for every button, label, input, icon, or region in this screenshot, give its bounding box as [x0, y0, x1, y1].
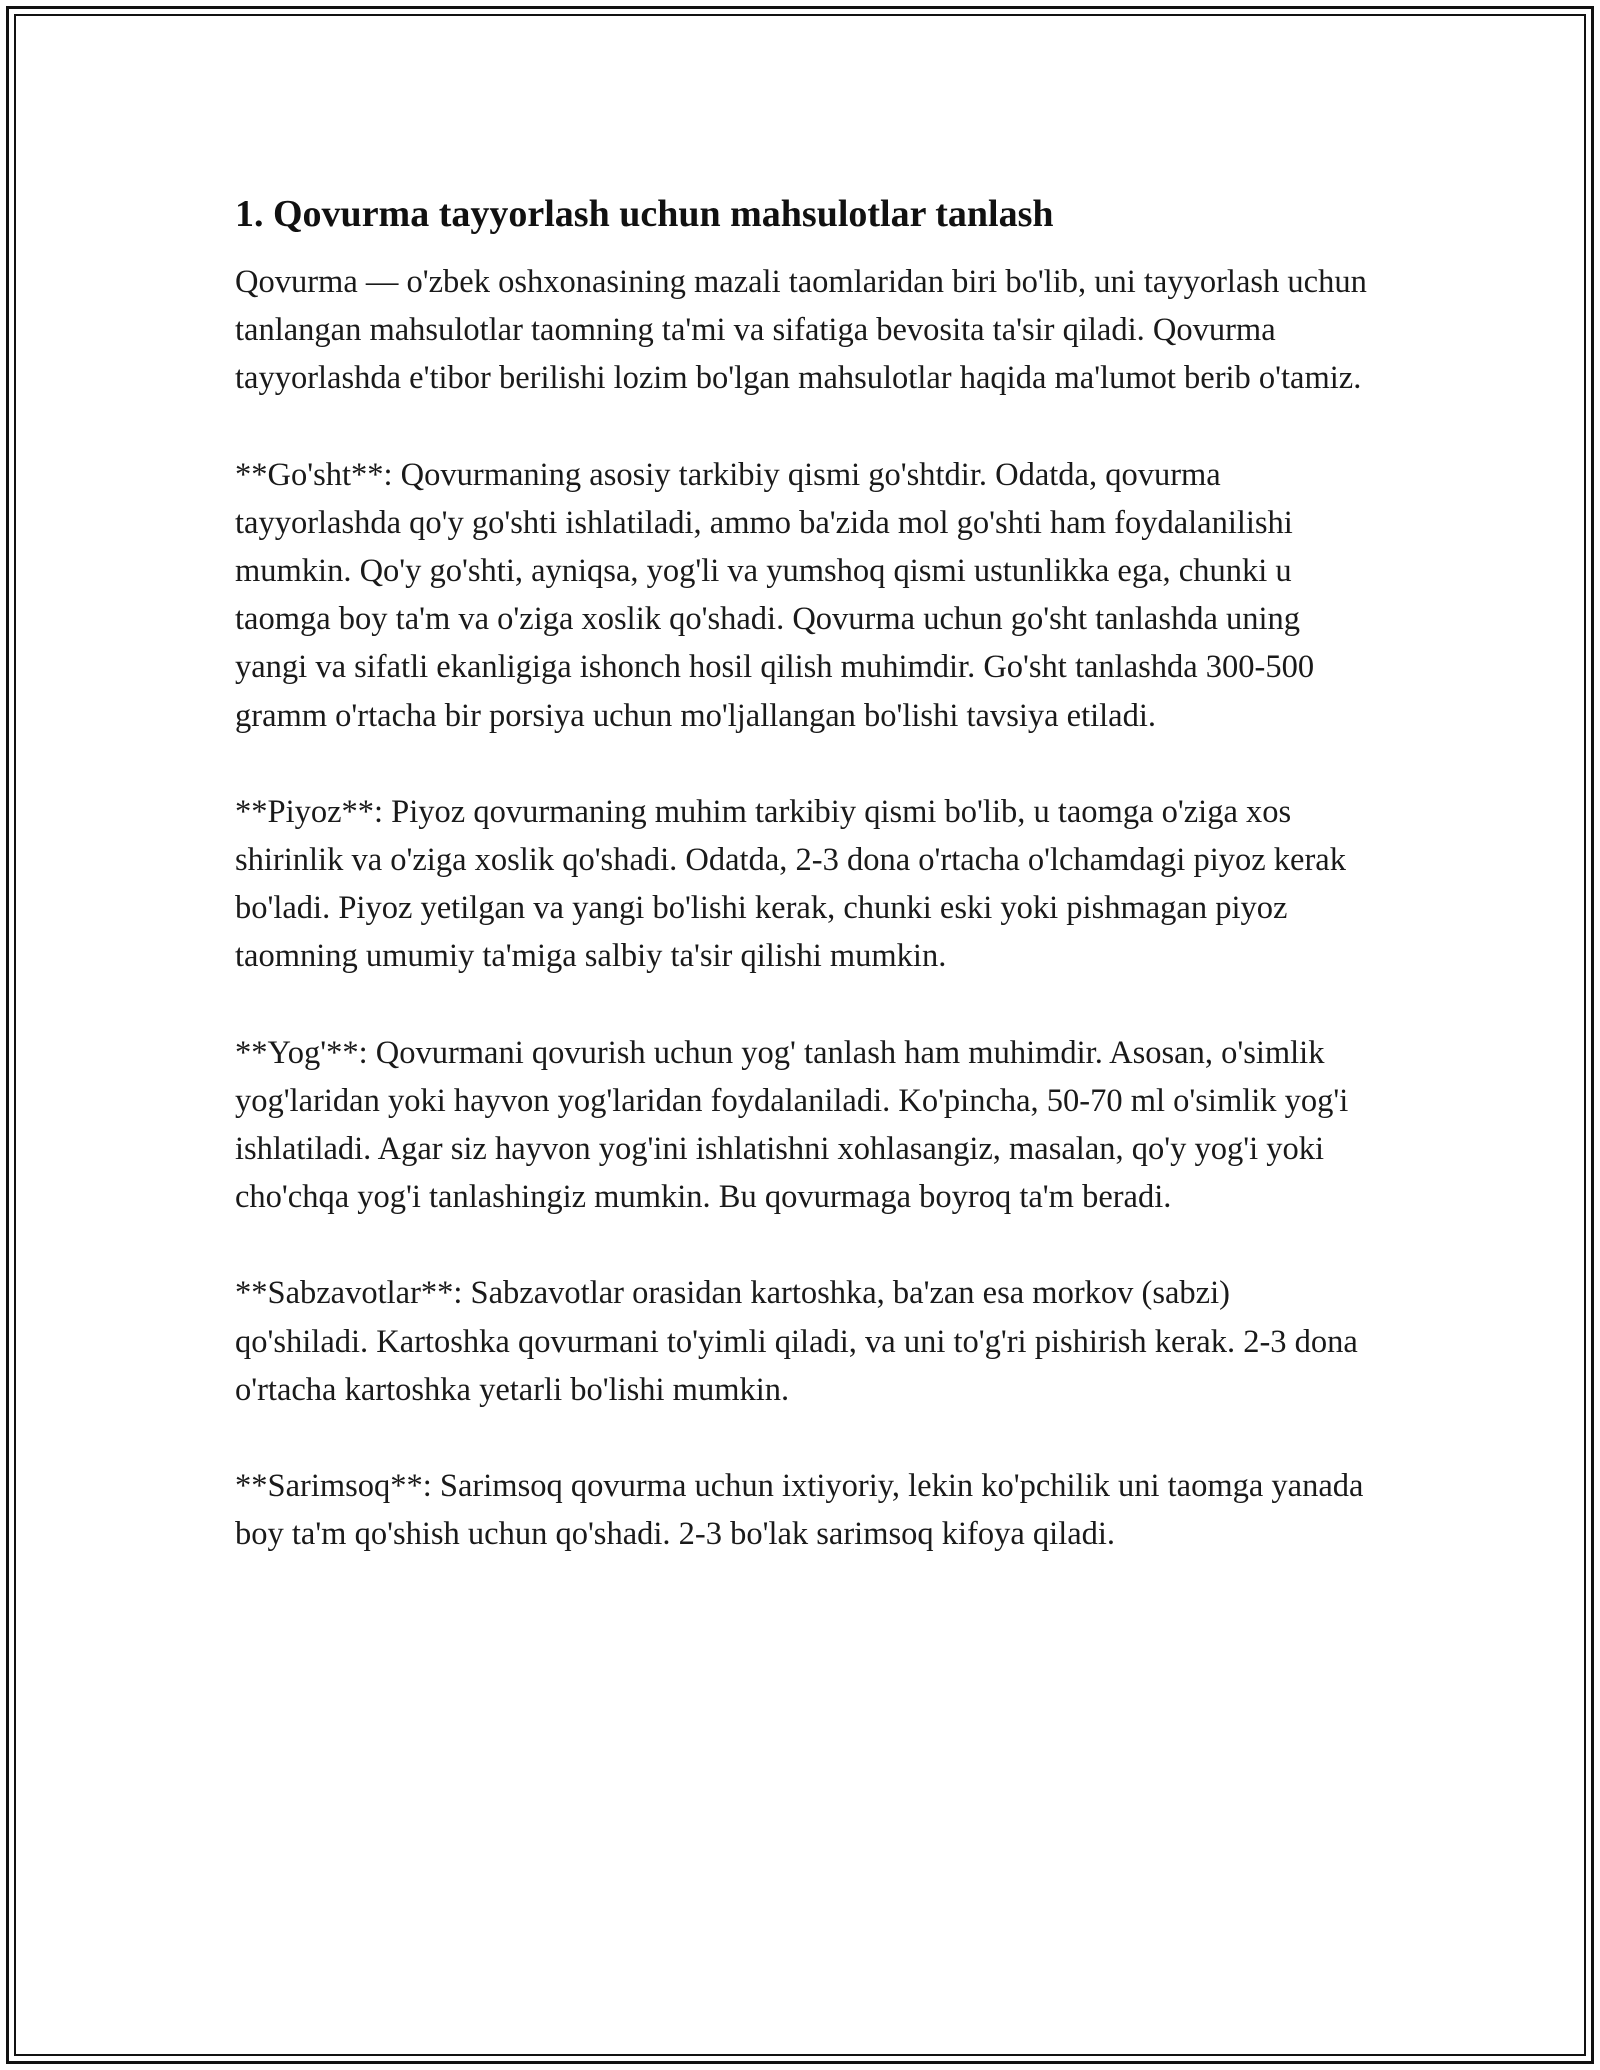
document-body	[235, 190, 1370, 1606]
paragraph-intro: Qovurma — o'zbek oshxonasining mazali taomlaridan biri bo'lib, uni tayyorlash uchun tanlangan mahsulotlar taomning ta'mi va sifatiga bevosita ta'sir qiladi. Qovurma tayyorlashda e'tibor berilishi lozim bo'lgan mahsulotlar haqida ma'lumot berib o'tamiz.	[235, 264, 1367, 397]
paragraph-gosht: **Go'sht**: Qovurmaning asosiy tarkibiy qismi go'shtdir. Odatda, qovurma tayyorlashda qo'y go'shti ishlatiladi, ammo ba'zida mol go'shti ham foydalanilishi mumkin. Qo'y go'shti, ayniqsa, yog'li va yumshoq qismi ustunlikka ega, chunki u taomga boy ta'm va o'ziga xoslik qo'shadi. Qovurma uchun go'sht tanlashda uning yangi va sifatli ekanligiga ishonch hosil qilish muhimdir. Go'sht tanlashda 300-500 gramm o'rtacha bir porsiya uchun mo'ljallangan bo'lishi tavsiya etiladi.	[235, 456, 1315, 734]
paragraph-piyoz: **Piyoz**: Piyoz qovurmaning muhim tarkibiy qismi bo'lib, u taomga o'ziga xos shirinlik va o'ziga xoslik qo'shadi. Odatda, 2-3 dona o'rtacha o'lchamdagi piyoz kerak bo'ladi. Piyoz yetilgan va yangi bo'lishi kerak, chunki eski yoki pishmagan piyoz taomning umumiy ta'miga salbiy ta'sir qilishi mumkin.	[235, 793, 1346, 975]
paragraph-sarimsoq: **Sarimsoq**: Sarimsoq qovurma uchun ixtiyoriy, lekin ko'pchilik uni taomga yanada boy ta'm qo'shish uchun qo'shadi. 2-3 bo'lak sarimsoq kifoya qiladi.	[235, 1468, 1364, 1553]
section-heading: 1. Qovurma tayyorlash uchun mahsulotlar tanlash	[235, 193, 1054, 235]
paragraph-yog: **Yog'**: Qovurmani qovurish uchun yog' tanlash ham muhimdir. Asosan, o'simlik yog'laridan yoki hayvon yog'laridan foydalaniladi. Ko'pincha, 50-70 ml o'simlik yog'i ishlatiladi. Agar siz hayvon yog'ini ishlatishni xohlasangiz, masalan, qo'y yog'i yoki cho'chqa yog'i tanlashingiz mumkin. Bu qovurmaga boyroq ta'm beradi.	[235, 1034, 1349, 1216]
paragraph-sabzavotlar: **Sabzavotlar**: Sabzavotlar orasidan kartoshka, ba'zan esa morkov (sabzi) qo'shiladi. Kartoshka qovurmani to'yimli qiladi, va uni to'g'ri pishirish kerak. 2-3 dona o'rtacha kartoshka yetarli bo'lishi mumkin.	[235, 1275, 1358, 1408]
